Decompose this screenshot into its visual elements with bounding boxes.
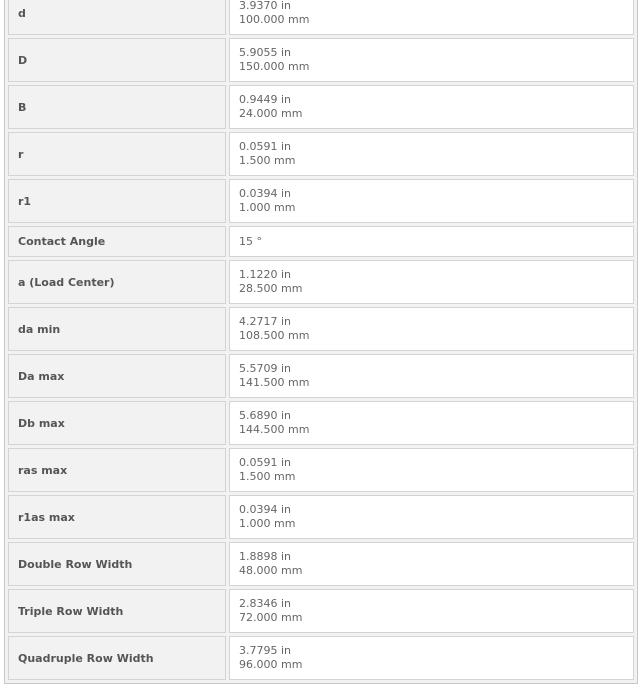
spec-value xyxy=(229,179,634,223)
spec-row-ras-max xyxy=(8,448,634,492)
value-mm: 1.500 mm xyxy=(239,154,296,167)
spec-label: r xyxy=(8,132,226,176)
spec-row-d xyxy=(8,0,634,35)
value-mm: 96.000 mm xyxy=(239,658,303,671)
value-in: 5.5709 in xyxy=(239,362,292,375)
spec-row-triple-row-width xyxy=(8,589,634,633)
spec-row-db-max xyxy=(8,401,634,445)
value-in: 5.6890 in xyxy=(239,409,292,422)
value-mm: 48.000 mm xyxy=(239,564,303,577)
spec-label: ras max xyxy=(8,448,226,492)
spec-value xyxy=(229,85,634,129)
spec-value xyxy=(229,448,634,492)
spec-label: d xyxy=(8,0,226,35)
spec-row-quadruple-row-width xyxy=(8,636,634,680)
spec-label: B xyxy=(8,85,226,129)
value-mm: 1.500 mm xyxy=(239,470,296,483)
spec-table xyxy=(4,0,638,684)
spec-label: r1 xyxy=(8,179,226,223)
spec-label: da min xyxy=(8,307,226,351)
value-mm: 100.000 mm xyxy=(239,13,310,26)
spec-row-contact-angle xyxy=(8,226,634,257)
spec-value xyxy=(229,636,634,680)
spec-row-outer-diameter xyxy=(8,38,634,82)
spec-label: D xyxy=(8,38,226,82)
spec-label: Double Row Width xyxy=(8,542,226,586)
spec-value xyxy=(229,401,634,445)
value-in: 3.9370 in xyxy=(239,0,292,12)
spec-value xyxy=(229,589,634,633)
value-in: 5.9055 in xyxy=(239,46,292,59)
spec-label: r1as max xyxy=(8,495,226,539)
value-in: 0.0394 in xyxy=(239,187,292,200)
value-mm: 150.000 mm xyxy=(239,60,310,73)
value-in: 1.8898 in xyxy=(239,550,292,563)
value-mm: 144.500 mm xyxy=(239,423,310,436)
value-mm: 141.500 mm xyxy=(239,376,310,389)
value-in: 1.1220 in xyxy=(239,268,292,281)
spec-row-width xyxy=(8,85,634,129)
spec-label: Contact Angle xyxy=(8,226,226,257)
spec-value xyxy=(229,0,634,35)
value-in: 0.9449 in xyxy=(239,93,292,106)
value-in: 0.0591 in xyxy=(239,456,292,469)
value-mm: 1.000 mm xyxy=(239,517,296,530)
spec-row-da-min xyxy=(8,307,634,351)
spec-row-double-row-width xyxy=(8,542,634,586)
spec-value xyxy=(229,260,634,304)
spec-value xyxy=(229,38,634,82)
spec-label: a (Load Center) xyxy=(8,260,226,304)
spec-row-r xyxy=(8,132,634,176)
value-mm: 108.500 mm xyxy=(239,329,310,342)
spec-value xyxy=(229,495,634,539)
spec-label: Triple Row Width xyxy=(8,589,226,633)
spec-value xyxy=(229,132,634,176)
value-angle: 15 ° xyxy=(239,234,262,248)
value-in: 3.7795 in xyxy=(239,644,292,657)
spec-label: Quadruple Row Width xyxy=(8,636,226,680)
value-mm: 24.000 mm xyxy=(239,107,303,120)
spec-value xyxy=(229,354,634,398)
value-mm: 28.500 mm xyxy=(239,282,303,295)
spec-row-load-center xyxy=(8,260,634,304)
value-mm: 72.000 mm xyxy=(239,611,303,624)
spec-row-r1as-max xyxy=(8,495,634,539)
value-mm: 1.000 mm xyxy=(239,201,296,214)
spec-value xyxy=(229,226,634,257)
value-in: 0.0591 in xyxy=(239,140,292,153)
spec-label: Db max xyxy=(8,401,226,445)
value-in: 4.2717 in xyxy=(239,315,292,328)
spec-label: Da max xyxy=(8,354,226,398)
value-in: 2.8346 in xyxy=(239,597,292,610)
value-in: 0.0394 in xyxy=(239,503,292,516)
spec-row-da-max xyxy=(8,354,634,398)
spec-value xyxy=(229,307,634,351)
spec-row-r1 xyxy=(8,179,634,223)
spec-value xyxy=(229,542,634,586)
